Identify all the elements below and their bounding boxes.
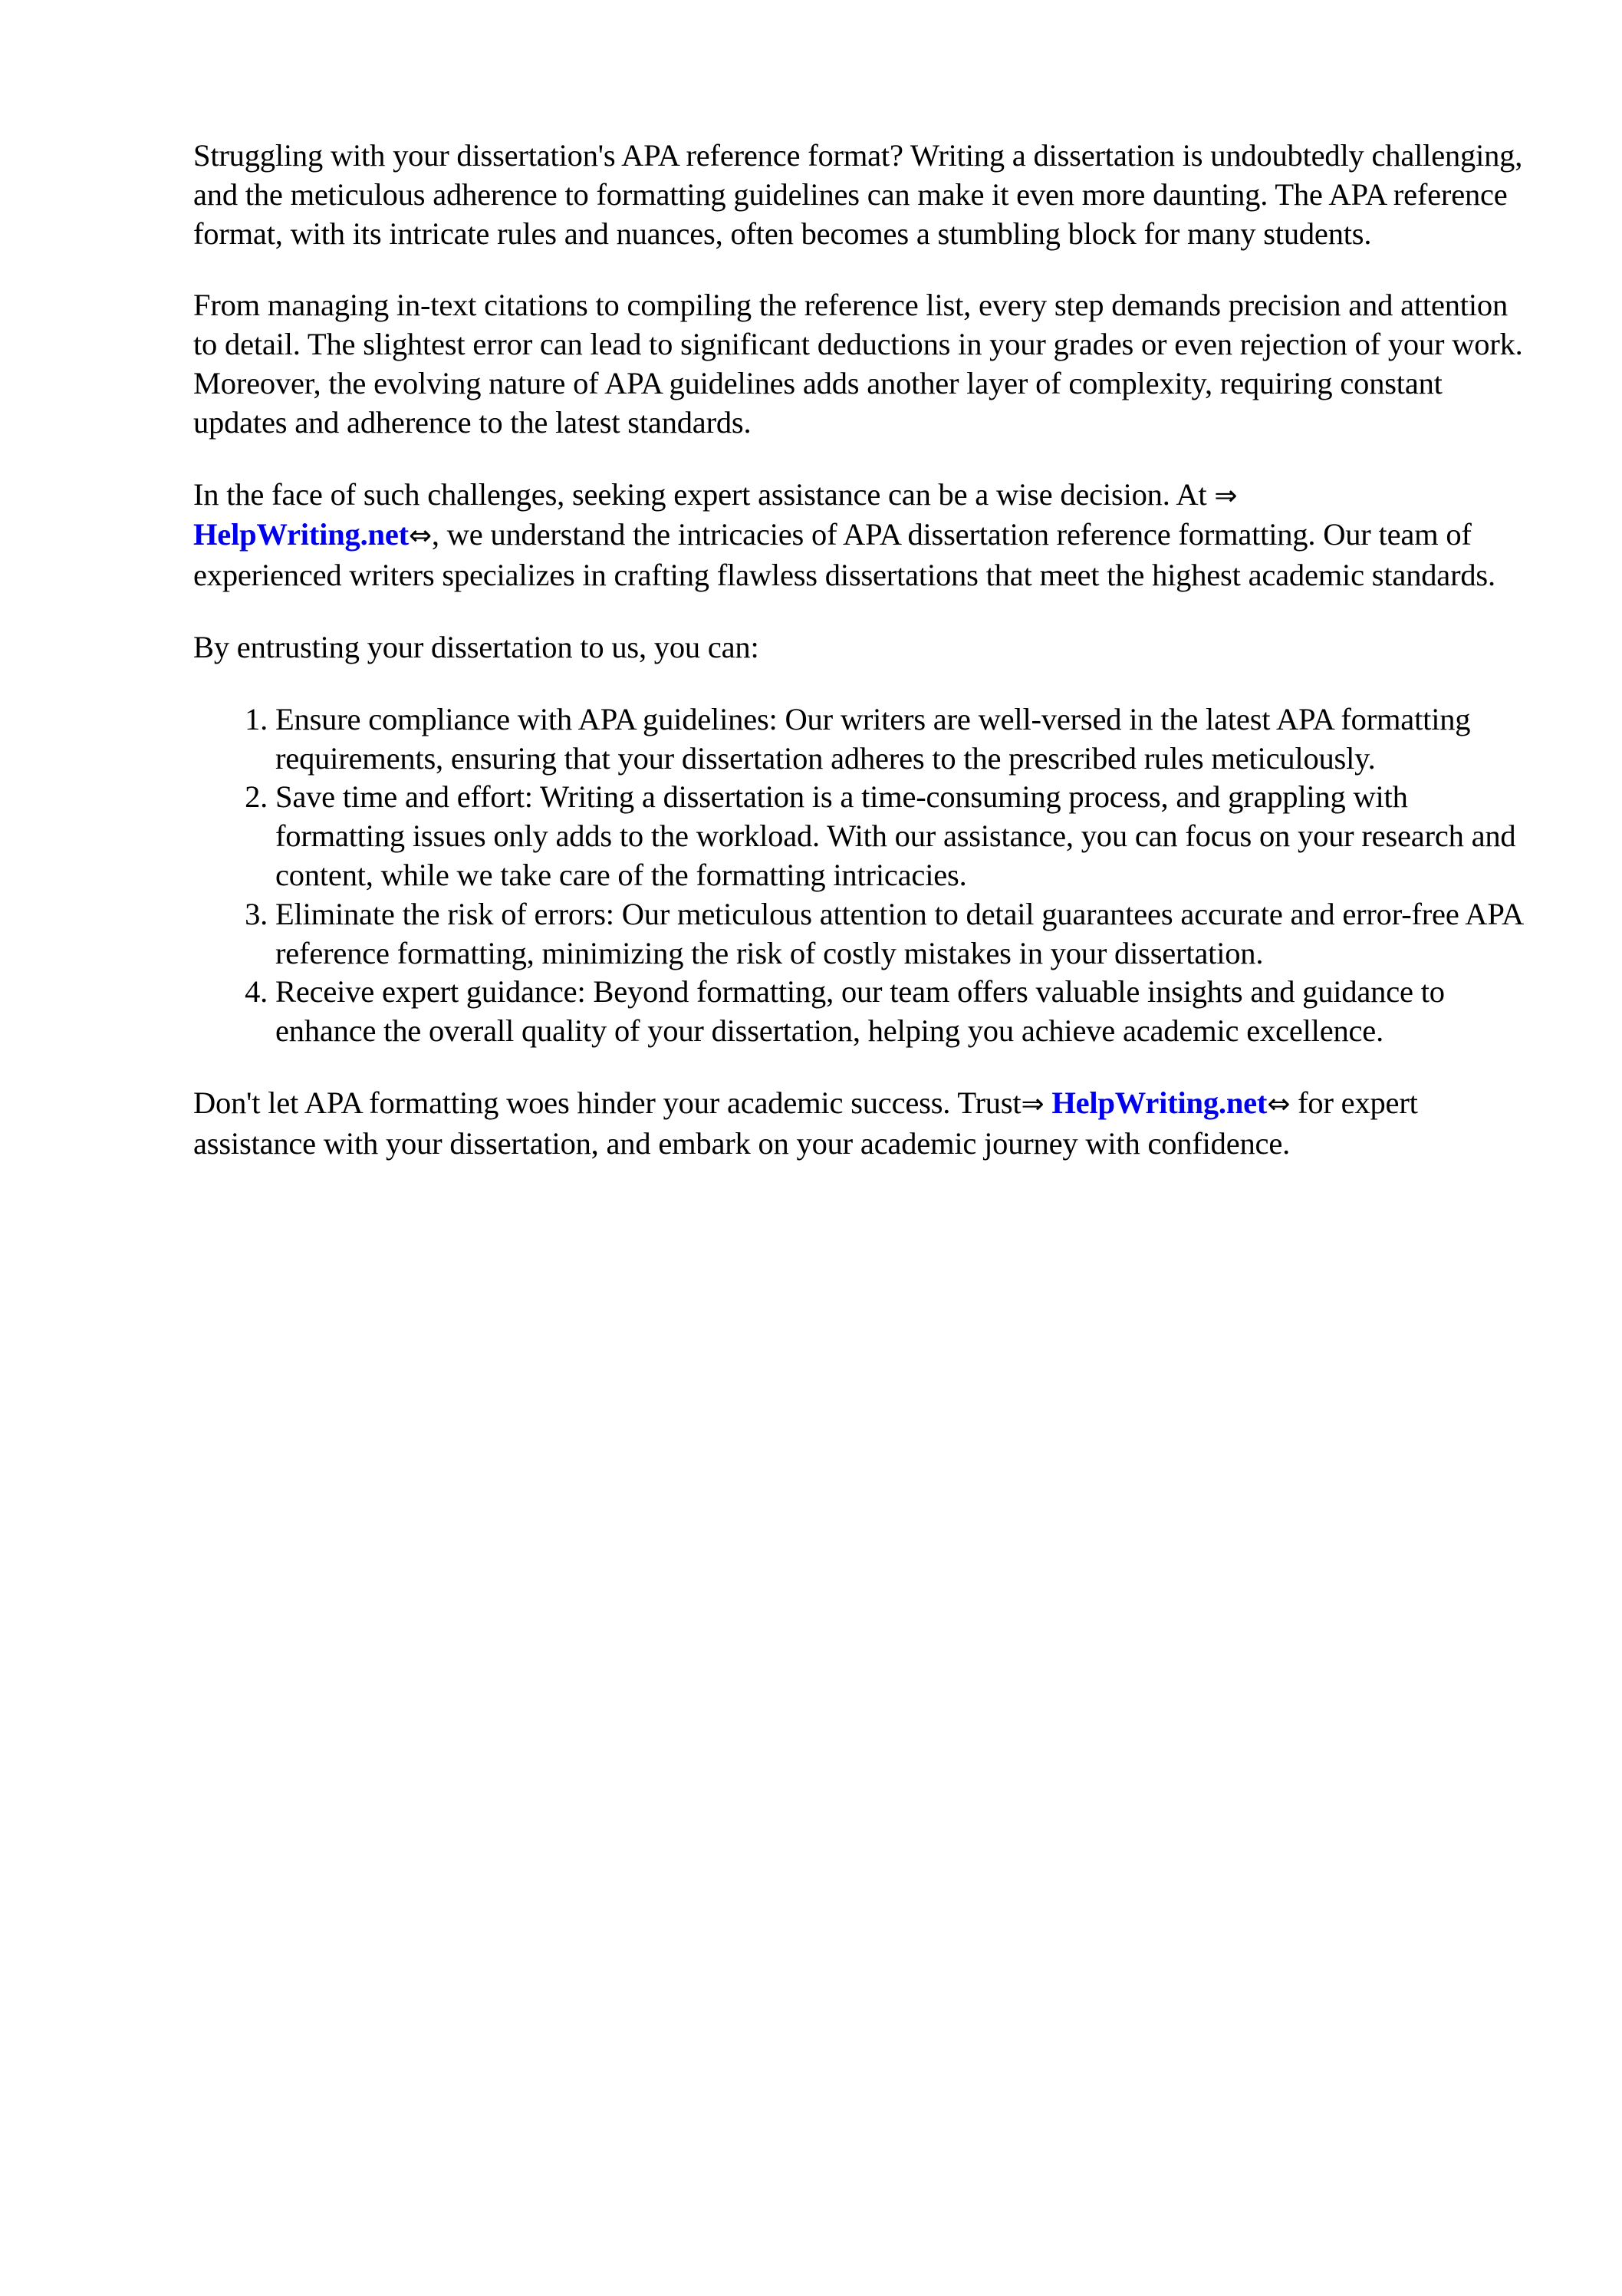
helpwriting-link[interactable]: HelpWriting.net	[193, 517, 409, 552]
benefits-list	[193, 700, 1528, 1051]
service-text-before: In the face of such challenges, seeking expert assistance can be a wise decision. At	[193, 476, 1215, 512]
left-right-double-arrow-icon: ⇔	[408, 520, 432, 552]
closing-text-before: Don't let APA formatting woes hinder your academic success. Trust	[193, 1085, 1022, 1120]
list-item: 4. Receive expert guidance: Beyond formatting, our team offers valuable insights and guidance to enhance the overall quality of your dissertation, helping you achieve academic excellence.	[275, 973, 1528, 1051]
challenges-paragraph: From managing in-text citations to compiling the reference list, every step demands precision and attention to detail. The slightest error can lead to significant deductions in your grades or even rejection of your work. Moreover, the evolving nature of APA guidelines adds another layer of complexity, requiring constant updates and adherence to the latest standards.	[193, 288, 1523, 440]
closing-text-after: for expert assistance with your dissertation, and embark on your academic journey with confidence.	[193, 1085, 1418, 1161]
list-item: 3. Eliminate the risk of errors: Our meticulous attention to detail guarantees accurate and error-free APA reference formatting, minimizing the risk of costly mistakes in your dissertation.	[275, 895, 1528, 973]
closing-paragraph	[193, 1084, 1528, 1164]
entrusting-paragraph: By entrusting your dissertation to us, you can:	[193, 629, 759, 664]
document-page	[193, 137, 1528, 1197]
service-paragraph	[193, 476, 1528, 595]
list-item: 2. Save time and effort: Writing a dissertation is a time-consuming process, and grappling with formatting issues only adds to the workload. With our assistance, you can focus on your research and content, while we take care of the formatting intricacies.	[275, 778, 1528, 894]
right-double-arrow-icon: ⇒	[1021, 1088, 1045, 1120]
list-item: 1. Ensure compliance with APA guidelines: Our writers are well-versed in the latest APA formatting requirements, ensuring that your dissertation adheres to the prescribed rules meticulously.	[275, 700, 1528, 779]
right-double-arrow-icon: ⇒	[1214, 479, 1238, 512]
service-text-after: , we understand the intricacies of APA dissertation reference formatting. Our team of experienced writers specializes in crafting flawless dissertations that meet the highest academic standards.	[193, 517, 1495, 593]
helpwriting-link[interactable]: HelpWriting.net	[1051, 1085, 1268, 1120]
left-right-double-arrow-icon: ⇔	[1267, 1088, 1291, 1120]
intro-paragraph: Struggling with your dissertation's APA reference format? Writing a dissertation is undoubtedly challenging, and the meticulous adherence to formatting guidelines can make it even more daunting. The APA reference format, with its intricate rules and nuances, often becomes a stumbling block for many students.	[193, 138, 1523, 251]
